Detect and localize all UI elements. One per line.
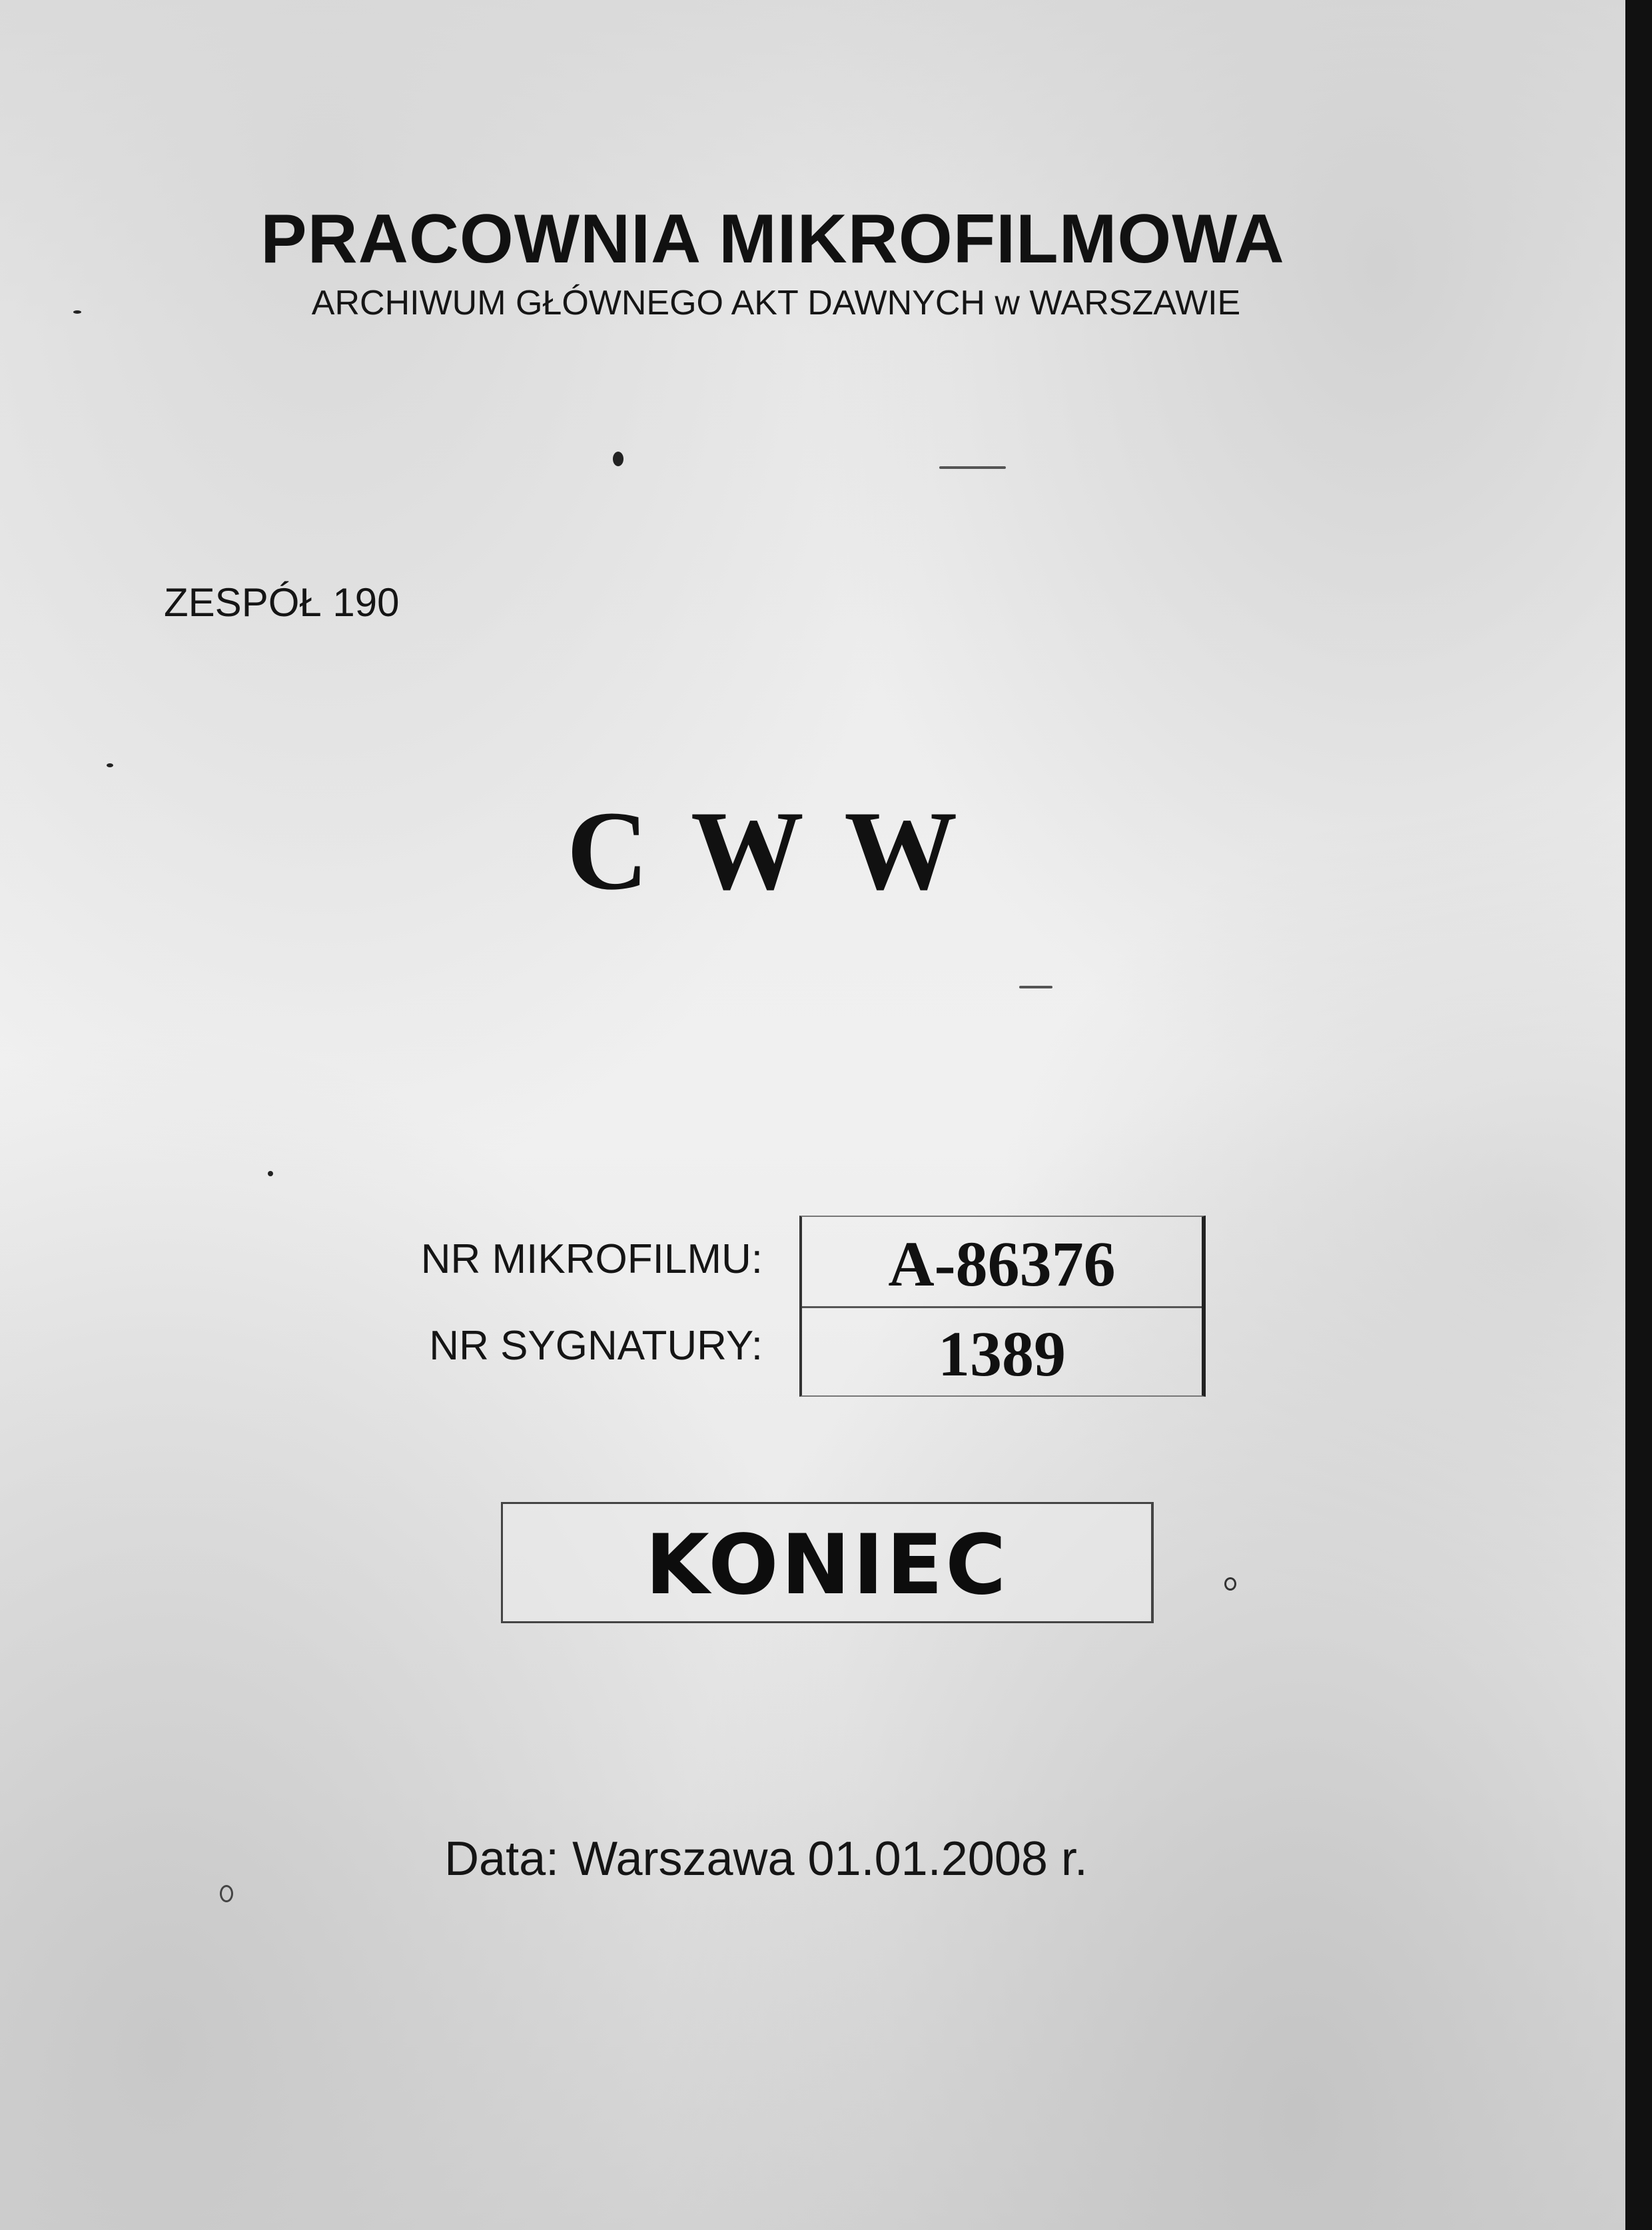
scan-edge xyxy=(1625,0,1652,2230)
end-marker-box xyxy=(501,1502,1154,1623)
scan-speck xyxy=(73,310,81,314)
fond-code: C W W xyxy=(566,788,966,913)
box-divider xyxy=(802,1306,1202,1308)
zespol-label: ZESPÓŁ 190 xyxy=(164,580,400,625)
scan-speck xyxy=(268,1171,273,1176)
scan-speck xyxy=(107,763,113,767)
scan-speck xyxy=(1019,986,1052,988)
header-subtitle: ARCHIWUM GŁÓWNEGO AKT DAWNYCH w WARSZAWIE xyxy=(311,284,1241,322)
microfilm-number: A-86376 xyxy=(888,1228,1116,1300)
scan-speck xyxy=(220,1885,233,1902)
scan-speck xyxy=(939,466,1006,469)
end-marker-text: KONIEC xyxy=(645,1517,1009,1613)
number-box xyxy=(799,1216,1206,1397)
header-title: PRACOWNIA MIKROFILMOWA xyxy=(260,200,1285,278)
microfilm-label: NR MIKROFILMU: xyxy=(420,1236,763,1282)
scan-speck xyxy=(613,452,623,466)
scan-speck xyxy=(1224,1577,1236,1591)
date-line: Data: Warszawa 01.01.2008 r. xyxy=(444,1832,1088,1886)
signature-number: 1389 xyxy=(938,1318,1066,1389)
signature-label: NR SYGNATURY: xyxy=(429,1323,763,1369)
